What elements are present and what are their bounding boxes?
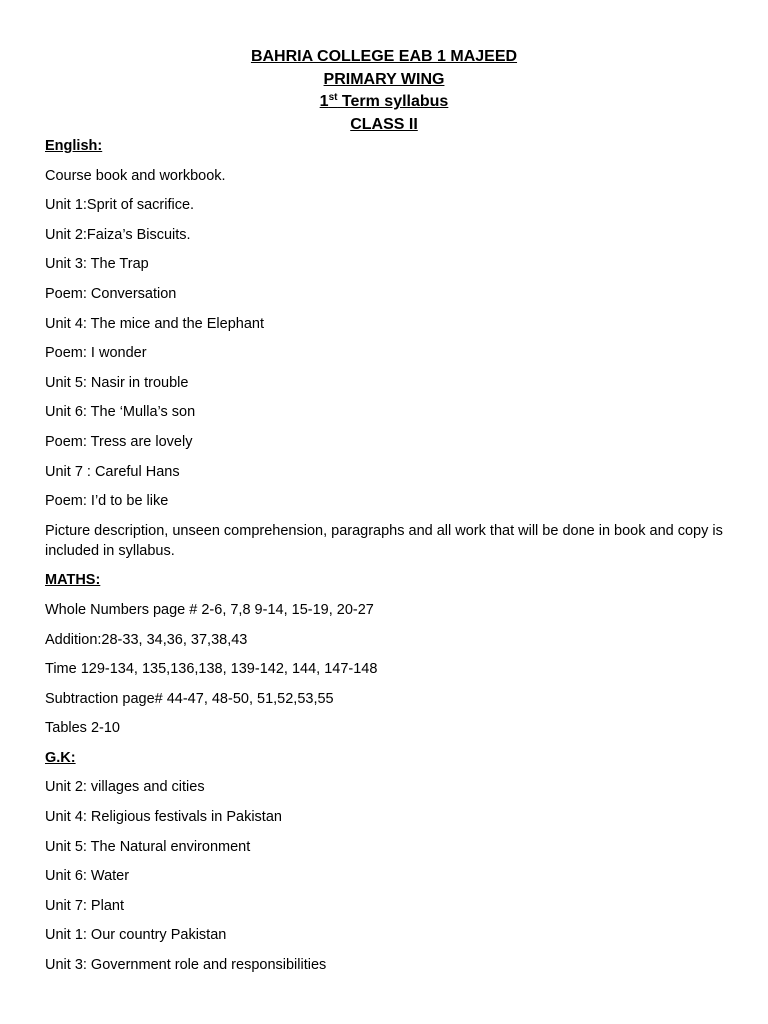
english-item: Course book and workbook. (45, 167, 226, 184)
english-item: Poem: I’d to be like (45, 493, 169, 510)
english-item: Unit 4: The mice and the Elephant (45, 315, 264, 332)
gk-item: Unit 2: villages and cities (45, 779, 205, 796)
wing-name: PRIMARY WING (323, 70, 445, 88)
english-item: Unit 6: The ‘Mulla’s son (45, 404, 196, 421)
maths-item: Time 129-134, 135,136,138, 139-142, 144, 147-148 (45, 661, 378, 678)
english-item: Unit 5: Nasir in trouble (45, 374, 189, 391)
english-item: Poem: I wonder (45, 345, 147, 362)
gk-item: Unit 1: Our country Pakistan (45, 927, 227, 944)
maths-item: Whole Numbers page # 2-6, 7,8 9-14, 15-19, 20-27 (45, 601, 374, 618)
document-header (0, 46, 768, 136)
term-text: Term syllabus (337, 93, 449, 110)
maths-item: Subtraction page# 44-47, 48-50, 51,52,53,55 (45, 690, 334, 707)
term-suffix: st (328, 92, 338, 103)
maths-heading: MATHS: (45, 572, 101, 589)
maths-item: Tables 2-10 (45, 720, 120, 737)
english-item: Unit 7 : Careful Hans (45, 463, 180, 480)
maths-item: Addition:28-33, 34,36, 37,38,43 (45, 631, 248, 648)
english-item: Unit 2:Faiza’s Biscuits. (45, 226, 191, 243)
gk-item: Unit 3: Government role and responsibilities (45, 957, 327, 974)
gk-item: Unit 5: The Natural environment (45, 838, 251, 855)
gk-heading: G.K: (45, 749, 76, 766)
english-heading: English: (45, 138, 103, 154)
gk-item: Unit 4: Religious festivals in Pakistan (45, 809, 282, 826)
english-note: Picture description, unseen comprehension, paragraphs and all work that will be done in book and copy is included in syllabus. (45, 522, 723, 559)
gk-item: Unit 6: Water (45, 868, 130, 885)
gk-item: Unit 7: Plant (45, 897, 124, 914)
english-item: Unit 3: The Trap (45, 256, 149, 273)
english-item: Poem: Conversation (45, 285, 177, 302)
term-number: 1 (319, 93, 329, 110)
english-item: Unit 1:Sprit of sacrifice. (45, 197, 195, 214)
class-name: CLASS II (350, 115, 418, 133)
english-item: Poem: Tress are lovely (45, 433, 193, 450)
term-title (0, 91, 768, 114)
school-name: BAHRIA COLLEGE EAB 1 MAJEED (250, 48, 518, 65)
syllabus-content (45, 136, 735, 985)
